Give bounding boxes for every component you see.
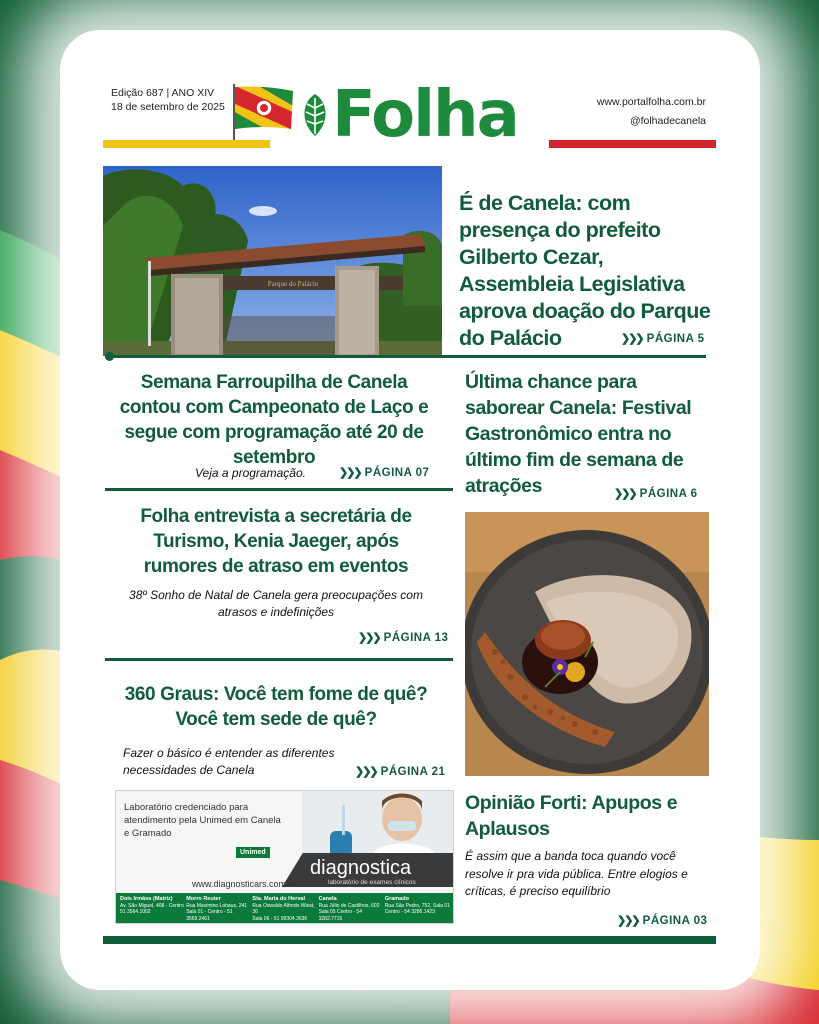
edition-info [111, 86, 225, 114]
ad-location: Morro Reuter Rua Maximino Lohaus, 241 Sala 01 - Centro - 51 3569.2461 [186, 896, 248, 922]
triple-chevron-icon: ❯❯❯ [617, 915, 639, 927]
farroupilha-page-ref[interactable] [339, 466, 429, 479]
ad-text: Laboratório credenciado para atendimento pela Unimed em Canela e Gramado [124, 802, 281, 839]
graus-subtitle: Fazer o básico é entender as diferentes necessidades de Canela [123, 746, 335, 777]
ad-brand-subtitle: laboratório de exames clínicos [328, 879, 416, 886]
triple-chevron-icon: ❯❯❯ [355, 766, 377, 778]
website-link[interactable]: www.portalfolha.com.br [596, 96, 706, 108]
folha-logo[interactable] [298, 80, 518, 150]
ad-location: Canela Rua Júlio de Castilhos, 602 Sala 05 Centro - 54 3282.7716 [318, 896, 380, 922]
ad-location: Dois Irmãos (Matriz) Av. São Miguel, 408 - Centro 51 3564.1002 [120, 896, 184, 915]
triple-chevron-icon: ❯❯❯ [614, 488, 636, 500]
diagnostica-advertisement[interactable] [115, 790, 454, 924]
divider-rule [105, 658, 453, 661]
entrevista-page-label: PÁGINA 13 [383, 632, 449, 644]
opiniao-page-ref[interactable] [617, 914, 707, 927]
logo-text: Folha [332, 78, 518, 152]
social-handle[interactable]: @folhadecanela [629, 115, 706, 127]
parque-do-palacio-photo[interactable] [103, 166, 442, 356]
park-sign-text: Parque do Palácio [267, 280, 319, 288]
ad-location: Sta. Maria do Herval Rua Oswaldo Alfredo Wiest, 36 Sala 06 - 51 99304.3636 [252, 896, 315, 922]
entrevista-headline[interactable]: Folha entrevista a secretária de Turismo, Kenia Jaeger, após rumores de atraso em eventos [140, 506, 412, 577]
ad-brand-name: diagnostica [310, 857, 412, 879]
festival-page-label: PÁGINA 6 [639, 488, 698, 500]
leaf-icon [298, 92, 332, 138]
site-info [597, 93, 706, 131]
triple-chevron-icon: ❯❯❯ [621, 333, 643, 345]
main-headline[interactable]: É de Canela: com presença do prefeito Gilberto Cezar, Assembleia Legislativa aprova doação do Parque do Palácio [459, 191, 711, 350]
edition-date: 18 de setembro de 2025 [111, 101, 225, 113]
triple-chevron-icon: ❯❯❯ [358, 632, 380, 644]
opiniao-subtitle: É assim que a banda toca quando você resolve ir pra vida pública. Entre elogios e críticas, é preciso equilíbrio [465, 849, 688, 898]
opiniao-headline[interactable]: Opinião Forti: Apupos e Aplausos [465, 792, 678, 840]
edition-number: Edição 687 | ANO XIV [111, 87, 215, 99]
triple-chevron-icon: ❯❯❯ [339, 467, 361, 479]
ad-locations [116, 893, 454, 924]
divider-rule [105, 488, 453, 491]
graus-page-label: PÁGINA 21 [380, 766, 446, 778]
farroupilha-page-label: PÁGINA 07 [364, 467, 430, 479]
yellow-bar [103, 140, 270, 148]
rio-grande-do-sul-flag-icon [233, 85, 295, 131]
divider-rule [105, 355, 706, 358]
festival-dish-photo[interactable] [465, 512, 709, 776]
farroupilha-headline[interactable]: Semana Farroupilha de Canela contou com Campeonato de Laço e segue com programação até 20 de setembro [119, 372, 429, 468]
lab-technician-photo [302, 791, 454, 857]
main-page-ref[interactable] [621, 332, 705, 345]
festival-page-ref[interactable] [614, 487, 698, 500]
graus-headline[interactable]: 360 Graus: Você tem fome de quê? Você tem sede de quê? [124, 684, 428, 730]
festival-headline[interactable]: Última chance para saborear Canela: Festival Gastronômico entra no último fim de semana de atrações [465, 371, 692, 497]
graus-page-ref[interactable] [355, 765, 445, 778]
masthead [103, 78, 716, 166]
farroupilha-subtitle: Veja a programação. [195, 466, 306, 480]
entrevista-page-ref[interactable] [358, 631, 448, 644]
bottom-bar [103, 936, 716, 944]
main-page-label: PÁGINA 5 [646, 333, 705, 345]
entrevista-subtitle: 38º Sonho de Natal de Canela gera preocupações com atrasos e indefinições [129, 588, 423, 619]
red-bar [549, 140, 716, 148]
opiniao-page-label: PÁGINA 03 [642, 915, 708, 927]
ad-url[interactable]: www.diagnosticars.com.br [192, 879, 297, 889]
ad-location: Gramado Rua São Pedro, 752, Sala 01 Centro - 54 3286.1423 [384, 896, 450, 915]
unimed-badge: Unimed [236, 847, 270, 858]
newspaper-cover [103, 78, 716, 944]
